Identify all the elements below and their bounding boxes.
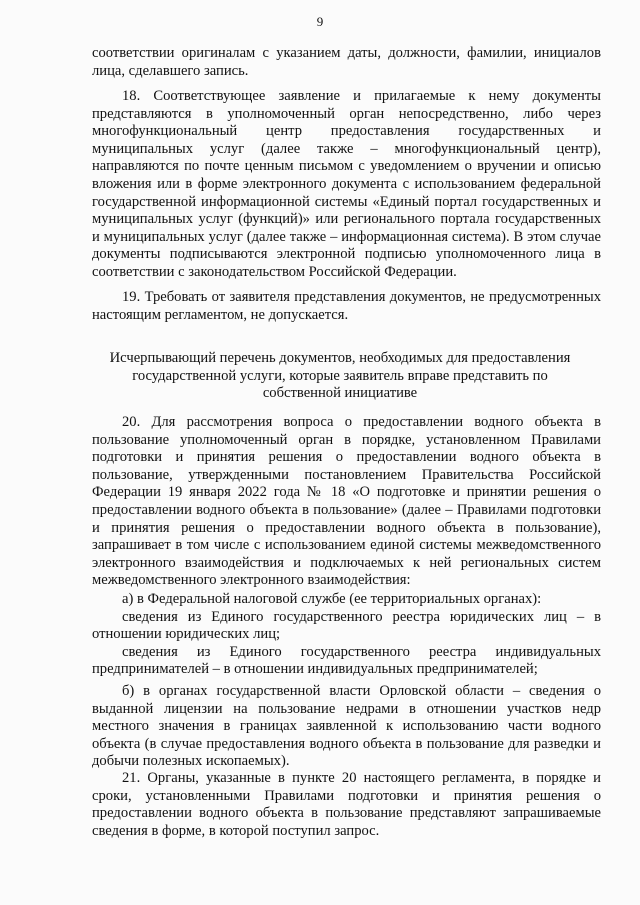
paragraph-20-b bbox=[92, 683, 601, 771]
heading-text: Исчерпывающий перечень документов, необходимых для предоставления государственной услуги, которые заявитель вправе представить по собственной инициативе bbox=[109, 350, 571, 402]
paragraph-21 bbox=[92, 770, 601, 840]
paragraph-19 bbox=[92, 289, 601, 324]
paragraph-text: 19. Требовать от заявителя представления документов, не предусмотренных настоящим регламентом, не допускается. bbox=[92, 289, 601, 323]
subitem-b: б) в органах государственной власти Орловской области – сведения о выданной лицензии на пользование недрами в отношении участков недр местного значения в границах заявленной к использованию части водного объекта (в случае предоставления водного объекта в пользование для разведки и добычи полезных ископаемых). bbox=[92, 683, 601, 770]
page-number: 9 bbox=[316, 14, 324, 29]
paragraph-text: соответствии оригиналам с указанием даты, должности, фамилии, инициалов лица, сделавшего запись. bbox=[92, 45, 601, 79]
paragraph-continuation bbox=[92, 45, 601, 80]
paragraph-text: 18. Соответствующее заявление и прилагаемые к нему документы представляются в уполномоченный орган непосредственно, либо через многофункциональный центр предоставления государственных и муниципальных услуг (далее также – многофункциональный центр), направляются по почте ценным письмом с уведомлением о вручении и описью вложения или в форме электронного документа с использованием федеральной государственной информационной системы «Единый портал государственных и муниципальных услуг (функций)» или регионального портала государственных и муниципальных услуг (далее также – информационная система). В этом случае документы подписываются электронной подписью уполномоченного лица в соответствии с законодательством Российской Федерации. bbox=[92, 88, 601, 280]
paragraph-18 bbox=[92, 88, 601, 282]
subitem-a-1: сведения из Единого государственного реестра юридических лиц – в отношении юридических лиц; bbox=[92, 608, 601, 643]
subitem-a: а) в Федеральной налоговой службе (ее территориальных органах): bbox=[122, 591, 542, 607]
paragraph-20-subitems bbox=[92, 591, 601, 679]
paragraph-text: 20. Для рассмотрения вопроса о предоставлении водного объекта в пользование уполномоченный орган в порядке, установленном Правилами подготовки и принятия решения о предоставлении водного объекта в пользование, утвержденными постановлением Правительства Российской Федерации 19 января 2022 года № 18 «О подготовке и принятии решения о предоставлении водного объекта в пользование» (далее – Правилами подготовки и принятия решения о предоставлении водного объекта в пользование), запрашивает в том числе с использованием единой системы межведомственного электронного взаимодействия и подключаемых к ней региональных систем межведомственного электронного взаимодействия: bbox=[92, 414, 601, 589]
section-heading bbox=[100, 350, 580, 403]
paragraph-text: 21. Органы, указанные в пункте 20 настоящего регламента, в порядке и сроки, установленными Правилами подготовки и принятия решения о предоставлении водного объекта в пользование представляют запрашиваемые сведения в форме, в которой поступил запрос. bbox=[92, 770, 601, 839]
subitem-a-2: сведения из Единого государственного реестра индивидуальных предпринимателей – в отношении индивидуальных предпринимателей; bbox=[92, 643, 601, 678]
paragraph-20 bbox=[92, 414, 601, 590]
